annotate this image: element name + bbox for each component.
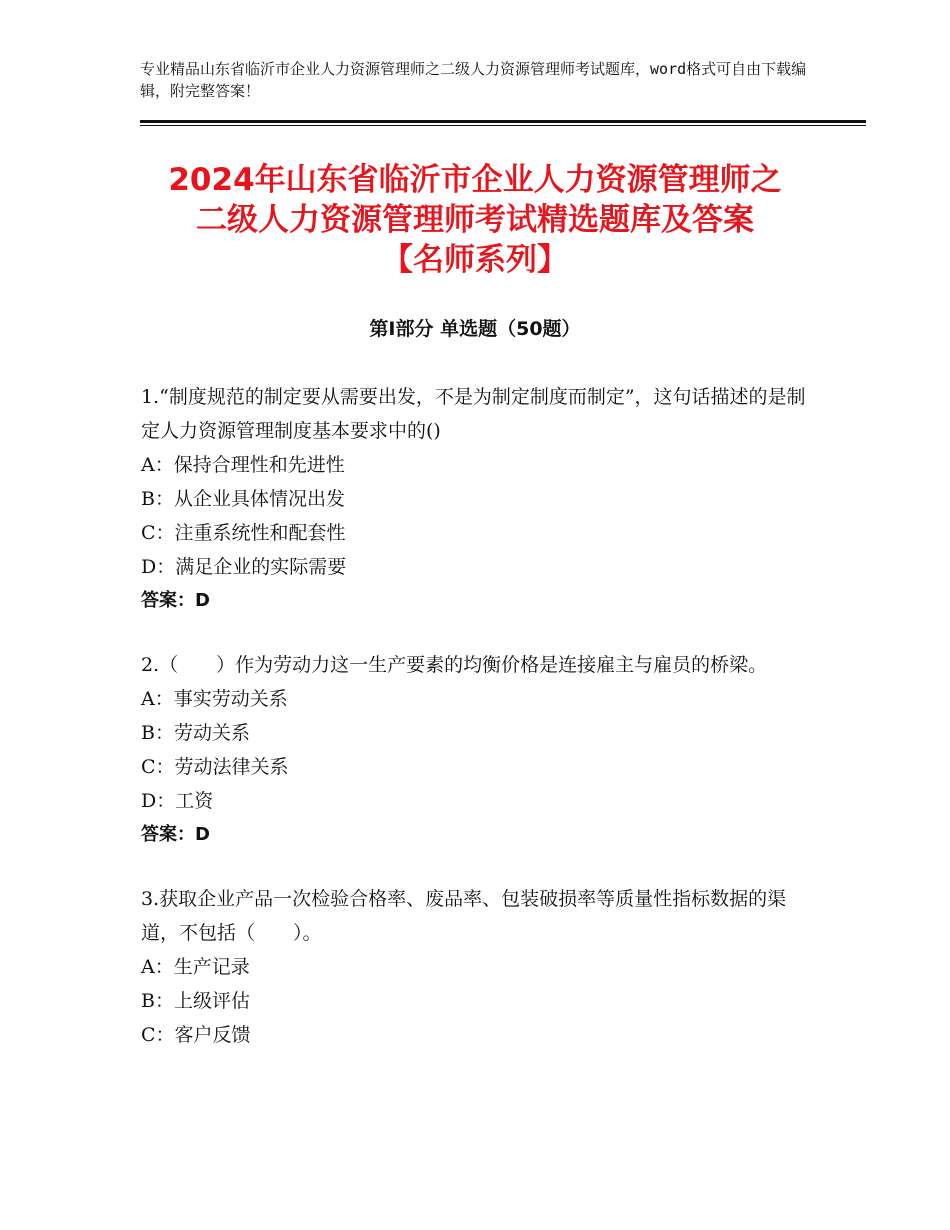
title-line: 【名师系列】 [382,242,568,278]
option-d: D：满足企业的实际需要 [141,556,347,578]
header-divider-thick [140,120,866,123]
option-c: C：劳动法律关系 [141,756,289,778]
option-c: C：注重系统性和配套性 [141,522,346,544]
question-list [141,380,821,1082]
option-a: A：事实劳动关系 [141,688,288,710]
question-1 [141,380,821,618]
option-b: B：上级评估 [141,990,250,1012]
option-b: B：劳动关系 [141,722,250,744]
question-stem: 3.获取企业产品一次检验合格率、废品率、包装破损率等质量性指标数据的渠道，不包括（ ）。 [141,888,787,944]
option-d: D：工资 [141,790,214,812]
title-line: 2024年山东省临沂市企业人力资源管理师之 [168,162,782,198]
question-3 [141,882,821,1052]
option-b: B：从企业具体情况出发 [141,488,345,510]
section-title: 第Ⅰ部分 单选题（50题） [369,318,581,340]
header-note: 专业精品山东省临沂市企业人力资源管理师之二级人力资源管理师考试题库，word格式可自由下载编辑，附完整答案！ [140,60,807,100]
header-divider-thin [140,125,866,126]
question-stem: 1.“制度规范的制定要从需要出发，不是为制定制度而制定”，这句话描述的是制定人力资源管理制度基本要求中的() [141,386,806,442]
question-stem: 2.（ ）作为劳动力这一生产要素的均衡价格是连接雇主与雇员的桥梁。 [141,654,768,676]
question-2 [141,648,821,852]
option-a: A：保持合理性和先进性 [141,454,345,476]
option-a: A：生产记录 [141,956,250,978]
option-c: C：客户反馈 [141,1024,251,1046]
title-line: 二级人力资源管理师考试精选题库及答案 [196,202,754,238]
document-title [100,160,850,280]
answer: 答案：D [141,590,210,611]
answer: 答案：D [141,824,210,845]
